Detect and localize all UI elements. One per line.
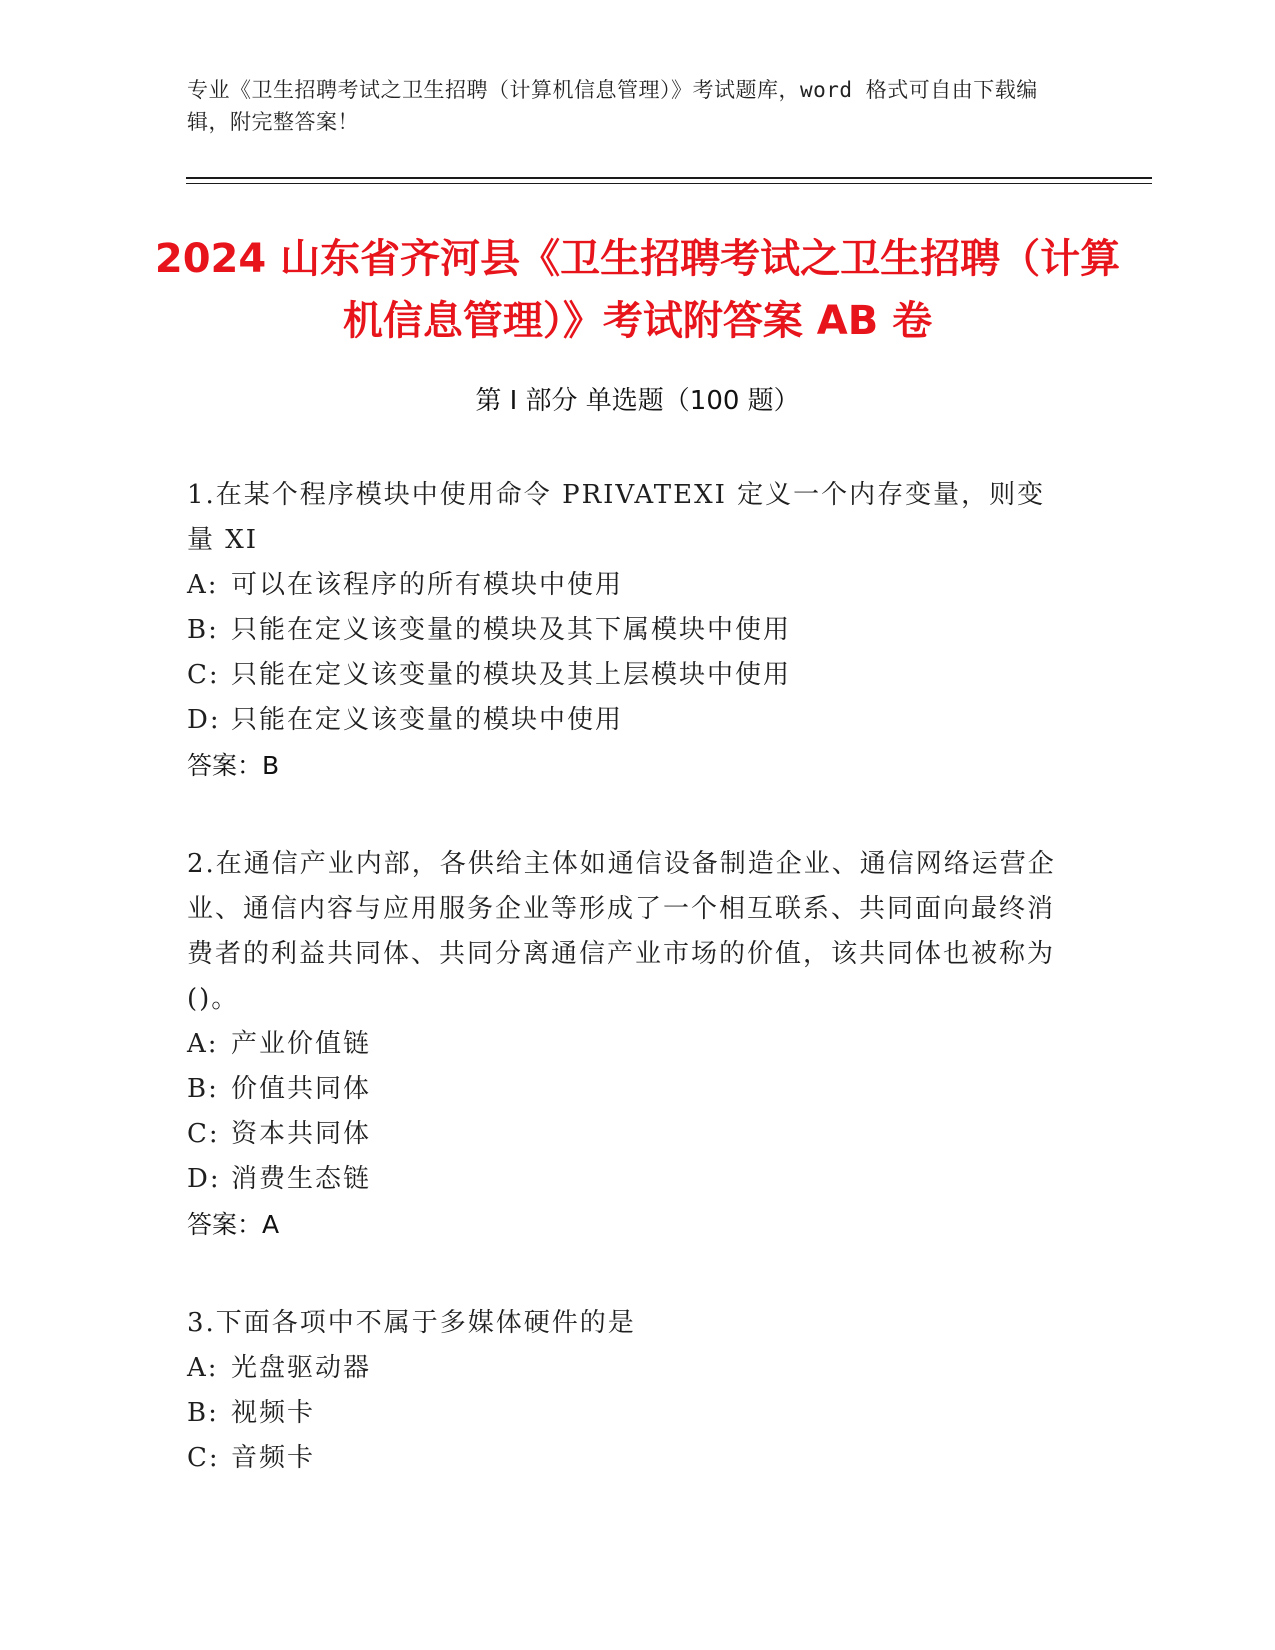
option-text: 资本共同体 xyxy=(231,1119,372,1149)
option-text: 只能在定义该变量的模块及其上层模块中使用 xyxy=(231,660,792,690)
question-2 xyxy=(187,842,1067,1247)
option-letter: C: xyxy=(187,1443,220,1473)
option-text: 只能在定义该变量的模块中使用 xyxy=(231,705,624,735)
option-b xyxy=(187,608,1067,653)
answer-line: 答案：B xyxy=(187,751,280,780)
option-c xyxy=(187,1112,1067,1157)
header-divider-thin xyxy=(186,183,1152,184)
question-stem: 3.下面各项中不属于多媒体硬件的是 xyxy=(187,1308,636,1338)
option-text: 音频卡 xyxy=(231,1443,316,1473)
header-note: 专业《卫生招聘考试之卫生招聘（计算机信息管理）》考试题库，word 格式可自由下载编辑，附完整答案！ xyxy=(187,78,1038,134)
question-stem: 2.在通信产业内部，各供给主体如通信设备制造企业、通信网络运营企业、通信内容与应用服务企业等形成了一个相互联系、共同面向最终消费者的利益共同体、共同分离通信产业市场的价值，该共同体也被称为()。 xyxy=(187,849,1056,1014)
section-heading: 第 I 部分 单选题（100 题） xyxy=(475,386,800,416)
header-divider-thick xyxy=(186,177,1152,179)
option-text: 产业价值链 xyxy=(231,1029,372,1059)
option-a xyxy=(187,1346,1067,1391)
option-d xyxy=(187,1157,1067,1202)
option-letter: D: xyxy=(187,705,221,735)
option-text: 消费生态链 xyxy=(231,1164,372,1194)
option-text: 可以在该程序的所有模块中使用 xyxy=(231,570,624,600)
option-letter: A: xyxy=(187,1353,219,1383)
question-1 xyxy=(187,473,1067,788)
answer-line: 答案：A xyxy=(187,1210,280,1239)
option-letter: C: xyxy=(187,1119,220,1149)
option-letter: C: xyxy=(187,660,220,690)
option-letter: A: xyxy=(187,570,219,600)
option-c xyxy=(187,653,1067,698)
option-letter: A: xyxy=(187,1029,219,1059)
option-letter: B: xyxy=(187,1398,219,1428)
question-3 xyxy=(187,1301,1067,1481)
option-letter: D: xyxy=(187,1164,221,1194)
option-b xyxy=(187,1391,1067,1436)
option-letter: B: xyxy=(187,1074,219,1104)
question-stem: 1.在某个程序模块中使用命令 PRIVATEXI 定义一个内存变量，则变量 XI xyxy=(187,480,1046,555)
option-text: 价值共同体 xyxy=(231,1074,372,1104)
option-a xyxy=(187,563,1067,608)
option-a xyxy=(187,1022,1067,1067)
option-text: 视频卡 xyxy=(231,1398,316,1428)
option-text: 只能在定义该变量的模块及其下属模块中使用 xyxy=(231,615,792,645)
option-c xyxy=(187,1436,1067,1481)
option-b xyxy=(187,1067,1067,1112)
question-list xyxy=(187,473,1067,1535)
document-title: 2024 山东省齐河县《卫生招聘考试之卫生招聘（计算机信息管理）》考试附答案 AB 卷 xyxy=(154,236,1121,344)
option-text: 光盘驱动器 xyxy=(231,1353,372,1383)
option-letter: B: xyxy=(187,615,219,645)
option-d xyxy=(187,698,1067,743)
